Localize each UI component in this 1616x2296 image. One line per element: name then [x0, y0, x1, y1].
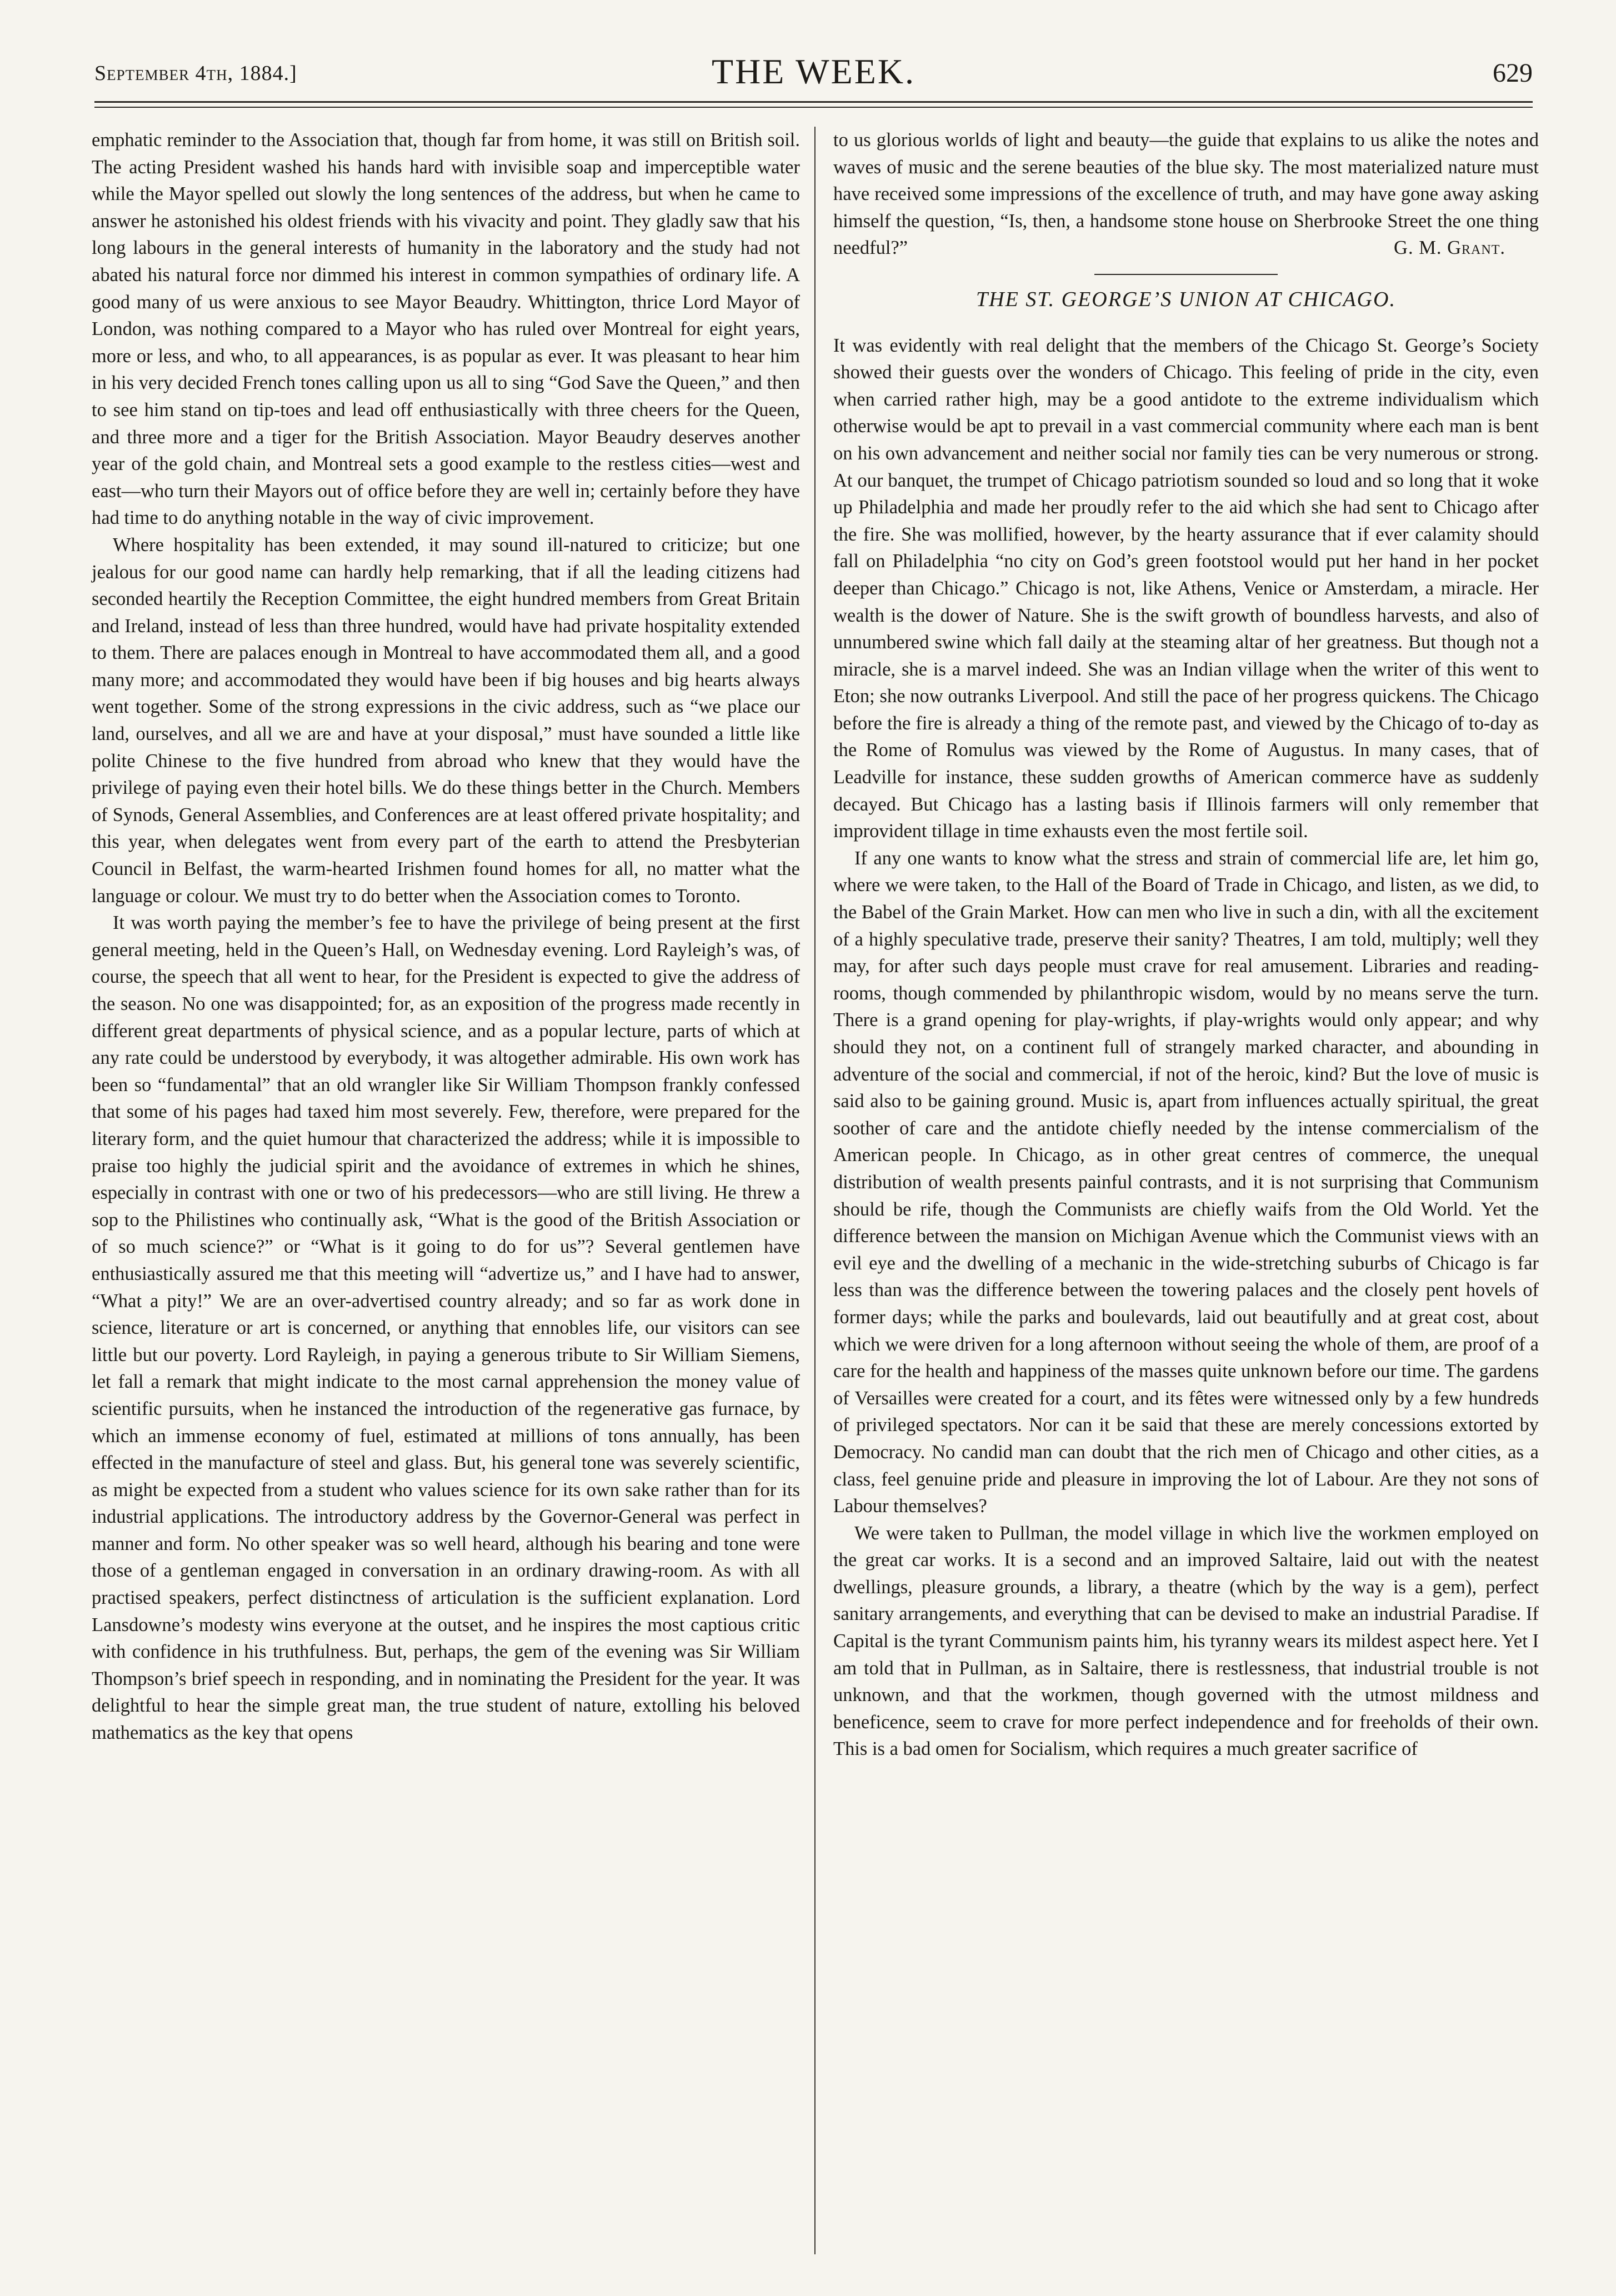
page-number: 629	[1493, 58, 1533, 88]
issue-date: September 4th, 1884.]	[94, 62, 297, 85]
article-paragraph-2: If any one wants to know what the stress and strain of commercial life are, let him go, where we were taken, to the Hall of the Board of Trade in Chicago, and listen, as we did, to the Babel of the Grain Market. How can men who live in such a din, with all the excitement of a highly speculative trade, preserve their sanity? Theatres, I am told, multiply; well they may, for after such days people must crave for real amusement. Libraries and reading-rooms, though commended by philanthropic wisdom, would by no means serve the turn. There is a grand opening for play-wrights, if play-wrights would only appear; and why should they not, on a continent full of strangely marked character, and abounding in adventure of the social and commercial, if not of the heroic, kind? But the love of music is said also to be gaining ground. Music is, apart from influences actually spiritual, the great soother of care and the antidote chiefly needed by the intense commercialism of the American people. In Chicago, as in other great centres of commerce, the unequal distribution of wealth presents painful contrasts, and it is not surprising that Communism should be rife, though the Communists are chiefly waifs from the Old World. Yet the difference between the mansion on Michigan Avenue which the Communist views with an evil eye and the dwelling of a mechanic in the wide-stretching suburbs of Chicago is far less than was the difference between the towering palaces and the closely pent hovels of former days; while the parks and boulevards, laid out beautifully and at great cost, about which we were driven for a long afternoon without seeing the whole of them, are proof of a care for the health and happiness of the masses quite unknown before our time. The gardens of Versailles were created for a court, and its fêtes were witnessed only by a few hundreds of privileged spectators. Nor can it be said that these are merely concessions extorted by Democracy. No candid man can doubt that the rich men of Chicago and other cities, as a class, feel genuine pride and pleasure in improving the lot of Labour. Are they not sons of Labour themselves?	[833, 847, 1539, 1517]
author-signature: G. M. Grant.	[1394, 237, 1505, 259]
right-continuation-paragraph: to us glorious worlds of light and beauty—the guide that explains to us alike the notes and waves of music and the serene beauties of the blue sky. The most materialized nature must have received some impressions of the excellence of truth, and may have gone away asking himself the question, “Is, then, a handsome stone house on Sherbrooke Street the one thing needful?”	[833, 129, 1539, 259]
header-rule-bottom	[94, 107, 1533, 108]
left-column	[92, 127, 800, 1747]
article-separator-rule	[1094, 274, 1278, 275]
article-paragraph-3: We were taken to Pullman, the model village in which live the workmen employed on the great car works. It is a second and an improved Saltaire, laid out with the neatest dwellings, pleasure grounds, a library, a theatre (which by the way is a gem), perfect sanitary arrangements, and everything that can be devised to make an industrial Paradise. If Capital is the tyrant Communism paints him, his tyranny wears its mildest aspect here. Yet I am told that in Pullman, as in Saltaire, there is restlessness, that industrial trouble is not unknown, and that the workmen, though governed with the utmost mildness and beneficence, seem to crave for more perfect independence and for freeholds of their own. This is a bad omen for Socialism, which requires a much greater sacrifice of	[833, 1522, 1539, 1760]
left-paragraph-1: emphatic reminder to the Association that, though far from home, it was still on British soil. The acting President washed his hands hard with invisible soap and imperceptible water while the Mayor spelled out slowly the long sentences of the address, but when he came to answer he astonished his oldest friends with his vivacity and point. They gladly saw that his long labours in the general interests of humanity in the laboratory and the study had not abated his natural force nor dimmed his interest in common sympathies of ordinary life. A good many of us were anxious to see Mayor Beaudry. Whittington, thrice Lord Mayor of London, was nothing compared to a Mayor who has ruled over Montreal for eight years, more or less, and who, to all appearances, is as popular as ever. It was pleasant to hear him in his very decided French tones calling upon us all to sing “God Save the Queen,” and then to see him stand on tip-toes and lead off enthusiastically with three cheers for the Queen, and three more and a tiger for the British Association. Mayor Beaudry deserves another year of the gold chain, and Montreal sets a good example to the restless cities—west and east—who turn their Mayors out of office before they are well in; certainly before they have had time to do anything notable in the way of civic improvement.	[92, 129, 800, 529]
right-column	[833, 127, 1539, 1763]
publication-title: THE WEEK.	[711, 52, 916, 91]
header-rule-top	[94, 101, 1533, 103]
left-paragraph-2: Where hospitality has been extended, it may sound ill-natured to criticize; but one jealous for our good name can hardly help remarking, that if all the leading citizens had seconded heartily the Reception Committee, the eight hundred members from Great Britain and Ireland, instead of less than three hundred, would have had private hospitality extended to them. There are palaces enough in Montreal to have accommodated them all, and a good many more; and accommodated they would have been if big houses and big hearts always went together. Some of the strong expressions in the civic address, such as “we place our land, ourselves, and all we are and have at your disposal,” must have sounded a little like polite Chinese to the five hundred from abroad who knew that they would have the privilege of paying even their hotel bills. We do these things better in the Church. Members of Synods, General Assemblies, and Conferences are at least offered private hospitality; and this year, when delegates went from every part of the earth to attend the Presbyterian Council in Belfast, the warm-hearted Irishmen found homes for all, no matter what the language or colour. We must try to do better when the Association comes to Toronto.	[92, 534, 800, 907]
column-divider	[814, 127, 815, 2254]
article-title: THE ST. GEORGE’S UNION AT CHICAGO.	[976, 287, 1396, 311]
article-paragraph-1: It was evidently with real delight that the members of the Chicago St. George’s Society showed their guests over the wonders of Chicago. This feeling of pride in the city, even when carried rather high, may be a good antidote to the extreme individualism which otherwise would be apt to prevail in a vast commercial community where each man is bent on his own advancement and neither social nor family ties can be very numerous or strong. At our banquet, the trumpet of Chicago patriotism sounded so loud and so long that it woke up Philadelphia and made her proudly refer to the aid which she had sent to Chicago after the fire. She was mollified, however, by the hearty assurance that if ever calamity should fall on Philadelphia “no city on God’s green footstool would put her hand in her pocket deeper than Chicago.” Chicago is not, like Athens, Venice or Amsterdam, a miracle. Her wealth is the dower of Nature. She is the swift growth of boundless harvests, and also of unnumbered swine which fall daily at the steaming altar of her greatness. But though not a miracle, she is a marvel indeed. She was an Indian village when the writer of this went to Eton; she now outranks Liverpool. And still the pace of her progress quickens. The Chicago before the fire is already a thing of the remote past, and viewed by the Chicago of to-day as the Rome of Romulus was viewed by the Rome of Augustus. In many cases, that of Leadville for instance, these sudden growths of American commerce have as suddenly decayed. But Chicago has a lasting basis if Illinois farmers will only remember that improvident tillage in time exhausts even the most fertile soil.	[833, 334, 1539, 842]
left-paragraph-3: It was worth paying the member’s fee to have the privilege of being present at the first general meeting, held in the Queen’s Hall, on Wednesday evening. Lord Rayleigh’s was, of course, the speech that all went to hear, for the President is expected to give the address of the season. No one was disappointed; for, as an exposition of the progress made recently in different great departments of physical science, and as a popular lecture, parts of which at any rate could be understood by everybody, it was altogether admirable. His own work has been so “fundamental” that an old wrangler like Sir William Thompson frankly confessed that some of his pages had taxed him most severely. Few, therefore, were prepared for the literary form, and the quiet humour that characterized the address; while it is impossible to praise too highly the judicial spirit and the avoidance of extremes in which he shines, especially in contrast with one or two of his predecessors—who are still living. He threw a sop to the Philistines who continually ask, “What is the good of the British Association or of so much science?” or “What is it going to do for us”? Several gentlemen have enthusiastically assured me that this meeting will “advertize us,” and I have had to answer, “What a pity!” We are an over-advertised country already; and so far as work done in science, literature or art is concerned, or anything that ennobles life, our visitors can see little but our poverty. Lord Rayleigh, in paying a generous tribute to Sir William Siemens, let fall a remark that might indicate to the most carnal apprehension the money value of scientific pursuits, when he instanced the introduction of the regenerative gas furnace, by which an immense economy of fuel, estimated at millions of tons annually, has been effected in the manufacture of steel and glass. But, his general tone was severely scientific, as might be expected from a student who values science for its own sake rather than for its industrial applications. The introductory address by the Governor-General was perfect in manner and form. No other speaker was so well heard, although his bearing and tone were those of a gentleman engaged in conversation in an ordinary drawing-room. As with all practised speakers, perfect distinctness of articulation is the sufficient explanation. Lord Lansdowne’s modesty wins everyone at the outset, and he inspires the most captious critic with confidence in his truthfulness. But, perhaps, the gem of the evening was Sir William Thompson’s brief speech in responding, and in nominating the President for the year. It was delightful to hear the simple great man, the true student of nature, extolling his beloved mathematics as the key that opens	[92, 912, 800, 1744]
